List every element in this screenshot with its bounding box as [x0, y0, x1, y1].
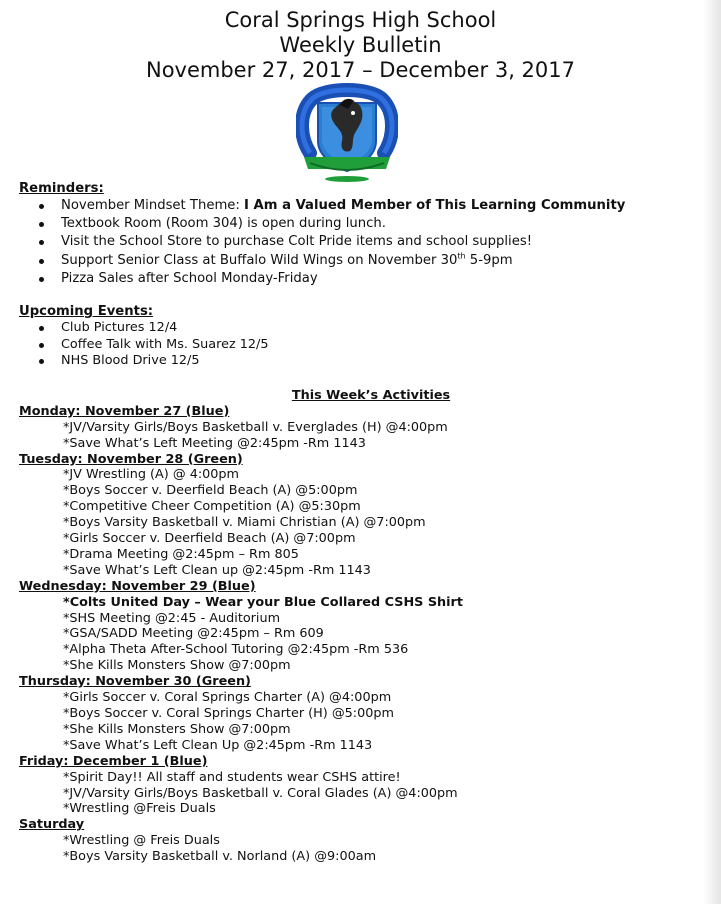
activities-days — [19, 404, 709, 865]
bulletin-content — [19, 181, 709, 865]
upcoming-events-heading: Upcoming Events: — [19, 304, 154, 320]
reminder-item — [39, 270, 709, 288]
day-heading: Monday: November 27 (Blue) — [19, 403, 230, 419]
reminders-heading: Reminders: — [19, 181, 104, 196]
activity-item: *Save What’s Left Clean up @2:45pm -Rm 1143 — [63, 562, 371, 578]
activities-heading: This Week’s Activities — [291, 387, 451, 403]
reminder-text: Textbook Room (Room 304) is open during lunch. — [61, 216, 386, 232]
header — [0, 8, 721, 83]
activity-item: *Drama Meeting @2:45pm – Rm 805 — [63, 546, 299, 562]
day-heading: Saturday — [19, 817, 85, 833]
reminder-item — [39, 252, 709, 270]
reminder-text: November Mindset Theme: — [61, 198, 245, 213]
upcoming-event-item: Club Pictures 12/4 — [39, 320, 709, 337]
activity-item: *Spirit Day!! All staff and students wear CSHS attire! — [63, 769, 401, 785]
activity-item: *JV/Varsity Girls/Boys Basketball v. Everglades (H) @4:00pm — [63, 419, 448, 435]
day-heading: Thursday: November 30 (Green) — [19, 674, 251, 690]
activity-item: *Alpha Theta After-School Tutoring @2:45pm -Rm 536 — [63, 642, 409, 658]
colt-horseshoe-logo — [296, 83, 398, 183]
day-heading: Wednesday: November 29 (Blue) — [19, 578, 256, 594]
reminder-superscript: th — [457, 251, 466, 261]
upcoming-event-item: NHS Blood Drive 12/5 — [39, 353, 709, 370]
activity-item: *Girls Soccer v. Deerfield Beach (A) @7:00pm — [63, 531, 356, 547]
reminder-text-after: 5-9pm — [465, 252, 513, 268]
reminder-text: Support Senior Class at Buffalo Wild Wings on November 30 — [61, 252, 458, 268]
bulletin-dates: November 27, 2017 – December 3, 2017 — [145, 58, 575, 82]
activity-item: *Colts United Day – Wear your Blue Collared CSHS Shirt — [63, 594, 463, 610]
activity-item: *Competitive Cheer Competition (A) @5:30pm — [63, 499, 361, 515]
reminder-item — [39, 197, 709, 215]
reminder-text: Pizza Sales after School Monday-Friday — [61, 270, 318, 286]
activity-item: *Save What’s Left Clean Up @2:45pm -Rm 1143 — [63, 737, 373, 753]
activity-item: *GSA/SADD Meeting @2:45pm – Rm 609 — [63, 626, 324, 642]
reminder-bold-text: I Am a Valued Member of This Learning Community — [244, 198, 626, 213]
upcoming-events-list — [19, 320, 709, 370]
reminder-text: Visit the School Store to purchase Colt Pride items and school supplies! — [61, 234, 532, 250]
upcoming-event-item: Coffee Talk with Ms. Suarez 12/5 — [39, 337, 709, 354]
activity-item: *JV Wrestling (A) @ 4:00pm — [63, 467, 240, 483]
day-heading: Friday: December 1 (Blue) — [19, 753, 208, 769]
reminder-item — [39, 233, 709, 251]
school-name: Coral Springs High School — [224, 8, 497, 32]
activity-item: *She Kills Monsters Show @7:00pm — [63, 658, 291, 674]
activity-item: *SHS Meeting @2:45 - Auditorium — [63, 610, 281, 626]
activity-item: *Boys Soccer v. Coral Springs Charter (H) @5:00pm — [63, 706, 394, 722]
activity-item: *Girls Soccer v. Coral Springs Charter (A) @4:00pm — [63, 690, 392, 706]
bulletin-subtitle: Weekly Bulletin — [279, 33, 442, 57]
reminder-item — [39, 215, 709, 233]
activity-item: *Save What’s Left Meeting @2:45pm -Rm 1143 — [63, 435, 366, 451]
activity-item: *Wrestling @ Freis Duals — [63, 833, 220, 849]
activity-item: *JV/Varsity Girls/Boys Basketball v. Coral Glades (A) @4:00pm — [63, 785, 458, 801]
activity-item: *Wrestling @Freis Duals — [63, 801, 216, 817]
activity-item: *Boys Varsity Basketball v. Norland (A) @9:00am — [63, 849, 377, 865]
reminders-list — [19, 197, 709, 288]
activity-item: *Boys Soccer v. Deerfield Beach (A) @5:00pm — [63, 483, 358, 499]
day-heading: Tuesday: November 28 (Green) — [19, 451, 243, 467]
activity-item: *Boys Varsity Basketball v. Miami Christian (A) @7:00pm — [63, 515, 426, 531]
activity-item: *She Kills Monsters Show @7:00pm — [63, 721, 291, 737]
